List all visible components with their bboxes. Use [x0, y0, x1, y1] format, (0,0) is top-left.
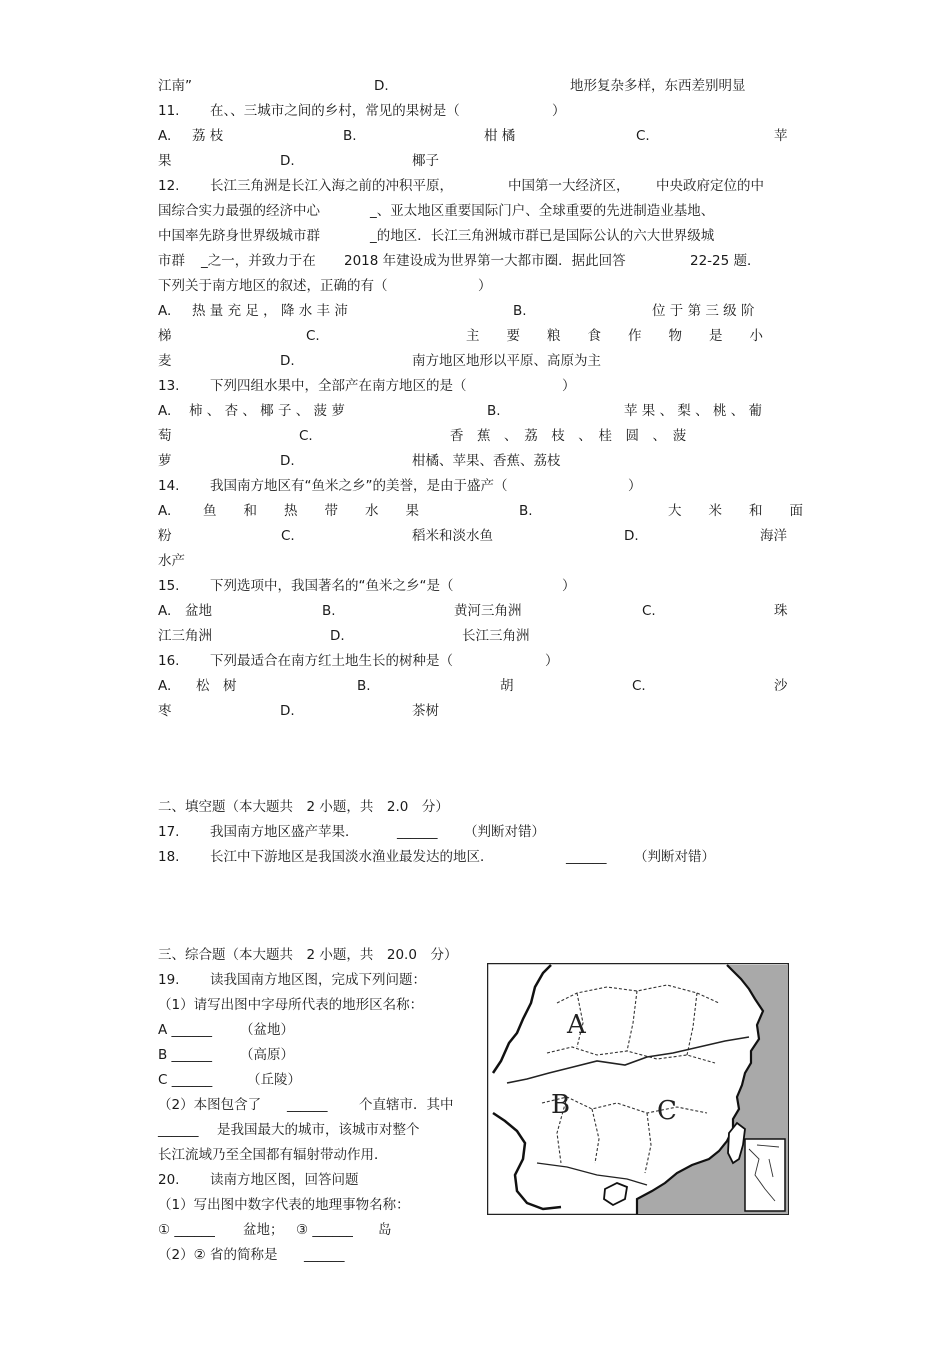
text-line: ______ — [397, 824, 438, 840]
text-line: ） — [562, 378, 576, 394]
text-line: 是我国最大的城市，该城市对整个 — [217, 1122, 420, 1138]
text-line: 11. — [158, 103, 180, 119]
text-line: 椰子 — [412, 153, 439, 169]
text-line: 苹 — [774, 128, 788, 144]
text-line: 市群 — [158, 253, 185, 269]
text-line: 粉 — [158, 528, 172, 544]
text-line: 主 要 粮 食 作 物 是 小 — [466, 328, 763, 344]
text-line: 中国率先跻身世界级城市群 — [158, 228, 320, 244]
text-line: （判断对错） — [464, 824, 545, 840]
text-line: C. — [299, 428, 313, 444]
text-line: 14. — [158, 478, 180, 494]
text-line: 枣 — [158, 703, 172, 719]
map-label-a: A — [567, 1010, 586, 1040]
text-line: 大 米 和 面 — [668, 503, 803, 519]
text-line: A. — [158, 303, 172, 319]
text-line: ______ — [158, 1122, 199, 1138]
text-line: 二、填空题（本大题共 2 小题，共 2.0 分） — [158, 799, 449, 815]
text-line: 15. — [158, 578, 180, 594]
text-line: （丘陵） — [247, 1072, 301, 1088]
text-line: 柑橘、苹果、香蕉、荔枝 — [412, 453, 561, 469]
text-line: （1）请写出图中字母所代表的地形区名称： — [158, 997, 424, 1013]
text-line: 三、综合题（本大题共 2 小题，共 20.0 分） — [158, 947, 458, 963]
text-line: （盆地） — [240, 1022, 294, 1038]
text-line: 读我国南方地区图，完成下列问题： — [210, 972, 426, 988]
text-line: 国综合实力最强的经济中心 — [158, 203, 320, 219]
text-line: A. — [158, 403, 172, 419]
text-line: ） — [552, 103, 566, 119]
map-label-b: B — [551, 1090, 571, 1120]
text-line: 22-25 题． — [690, 253, 761, 269]
text-line: ） — [545, 653, 559, 669]
map-label-c: C — [657, 1096, 677, 1126]
text-line: 热 量 充 足 ， 降 水 丰 沛 — [192, 303, 348, 319]
text-line: 江南” — [158, 78, 192, 94]
text-line: 长江三角洲是长江入海之前的冲积平原， — [210, 178, 453, 194]
south-china-map — [487, 963, 789, 1215]
text-line: A ______ — [158, 1022, 213, 1038]
text-line: 稻米和淡水鱼 — [412, 528, 493, 544]
text-line: 荔 枝 — [192, 128, 224, 144]
text-line: ） — [562, 578, 576, 594]
text-line: 黄河三角洲 — [454, 603, 522, 619]
text-line: 松 树 — [196, 678, 237, 694]
text-line: 读南方地区图，回答问题 — [210, 1172, 359, 1188]
text-line: B. — [357, 678, 371, 694]
text-line: ______ — [566, 849, 607, 865]
text-line: 茶树 — [412, 703, 439, 719]
text-line: 盆地； — [243, 1222, 284, 1238]
text-line: C. — [632, 678, 646, 694]
text-line: 沙 — [774, 678, 788, 694]
text-line: 长江流域乃至全国都有辐射带动作用． — [158, 1147, 388, 1163]
text-line: 梯 — [158, 328, 172, 344]
text-line: 20. — [158, 1172, 180, 1188]
text-line: 13. — [158, 378, 180, 394]
text-line: C ______ — [158, 1072, 213, 1088]
text-line: 12. — [158, 178, 180, 194]
text-line: 地形复杂多样，东西差别明显 — [570, 78, 746, 94]
text-line: 柿 、 杏 、 椰 子 、 菠 萝 — [189, 403, 345, 419]
text-line: 中央政府定位的中 — [656, 178, 764, 194]
text-line: 下列最适合在南方红土地生长的树种是（ — [210, 653, 453, 669]
text-line: ） — [478, 278, 492, 294]
text-line: （高原） — [240, 1047, 294, 1063]
text-line: （判断对错） — [634, 849, 715, 865]
text-line: 下列关于南方地区的叙述，正确的有（ — [158, 278, 388, 294]
text-line: 16. — [158, 653, 180, 669]
text-line: B ______ — [158, 1047, 213, 1063]
map-drawing — [487, 963, 789, 1215]
text-line: 麦 — [158, 353, 172, 369]
text-line: 个直辖市．其中 — [359, 1097, 454, 1113]
text-line: _的地区．长江三角洲城市群已是国际公认的六大世界级城 — [370, 228, 715, 244]
text-line: C. — [642, 603, 656, 619]
text-line: ③ ______ — [296, 1222, 353, 1238]
text-line: 在、、三城市之间的乡村，常见的果树是（ — [210, 103, 460, 119]
inset-box — [745, 1139, 785, 1211]
text-line: A. — [158, 503, 172, 519]
text-line: _之一，并致力于在 — [201, 253, 316, 269]
text-line: A. — [158, 128, 172, 144]
text-line: B. — [343, 128, 357, 144]
text-line: 下列四组水果中，全部产在南方地区的是（ — [210, 378, 467, 394]
text-line: B. — [322, 603, 336, 619]
text-line: ） — [628, 478, 642, 494]
text-line: 水产 — [158, 553, 185, 569]
text-line: D. — [280, 353, 295, 369]
text-line: D. — [374, 78, 389, 94]
text-line: 萝 — [158, 453, 172, 469]
text-line: C. — [636, 128, 650, 144]
text-line: D. — [624, 528, 639, 544]
text-line: 位 于 第 三 级 阶 — [652, 303, 755, 319]
text-line: A. — [158, 603, 172, 619]
text-line: 南方地区地形以平原、高原为主 — [412, 353, 601, 369]
text-line: 19. — [158, 972, 180, 988]
text-line: D. — [330, 628, 345, 644]
text-line: 盆地 — [185, 603, 212, 619]
text-line: 中国第一大经济区， — [508, 178, 630, 194]
text-line: 18. — [158, 849, 180, 865]
text-line: 苹 果 、 梨 、 桃 、 葡 — [624, 403, 763, 419]
text-line: 萄 — [158, 428, 172, 444]
text-line: B. — [513, 303, 527, 319]
text-line: ______ — [304, 1247, 345, 1263]
text-line: 海洋 — [760, 528, 787, 544]
text-line: 我国南方地区盛产苹果． — [210, 824, 359, 840]
text-line: 岛 — [378, 1222, 392, 1238]
text-line: 长江中下游地区是我国淡水渔业最发达的地区． — [210, 849, 494, 865]
text-line: 果 — [158, 153, 172, 169]
text-line: C. — [281, 528, 295, 544]
text-line: 我国南方地区有“鱼米之乡”的美誉，是由于盛产（ — [210, 478, 508, 494]
text-line: B. — [519, 503, 533, 519]
text-line: （2）本图包含了 — [158, 1097, 262, 1113]
text-line: （2）② 省的简称是 — [158, 1247, 278, 1263]
text-line: D. — [280, 703, 295, 719]
text-line: 2018 年建设成为世界第一大都市圈．据此回答 — [344, 253, 626, 269]
text-line: 长江三角洲 — [462, 628, 530, 644]
text-line: ① ______ — [158, 1222, 215, 1238]
text-line: A. — [158, 678, 172, 694]
text-line: C. — [306, 328, 320, 344]
text-line: 江三角洲 — [158, 628, 212, 644]
text-line: 香 蕉 、 荔 枝 、 桂 圆 、 菠 — [450, 428, 687, 444]
text-line: 柑 橘 — [484, 128, 516, 144]
text-line: 珠 — [774, 603, 788, 619]
text-line: 17. — [158, 824, 180, 840]
text-line: 下列选项中，我国著名的“鱼米之乡“是（ — [210, 578, 454, 594]
text-line: D. — [280, 153, 295, 169]
text-line: _、亚太地区重要国际门户、全球重要的先进制造业基地、 — [370, 203, 715, 219]
text-line: B. — [487, 403, 501, 419]
text-line: ______ — [287, 1097, 328, 1113]
text-line: （1）写出图中数字代表的地理事物名称： — [158, 1197, 410, 1213]
text-line: 鱼 和 热 带 水 果 — [203, 503, 419, 519]
text-line: 胡 — [500, 678, 514, 694]
text-line: D. — [280, 453, 295, 469]
